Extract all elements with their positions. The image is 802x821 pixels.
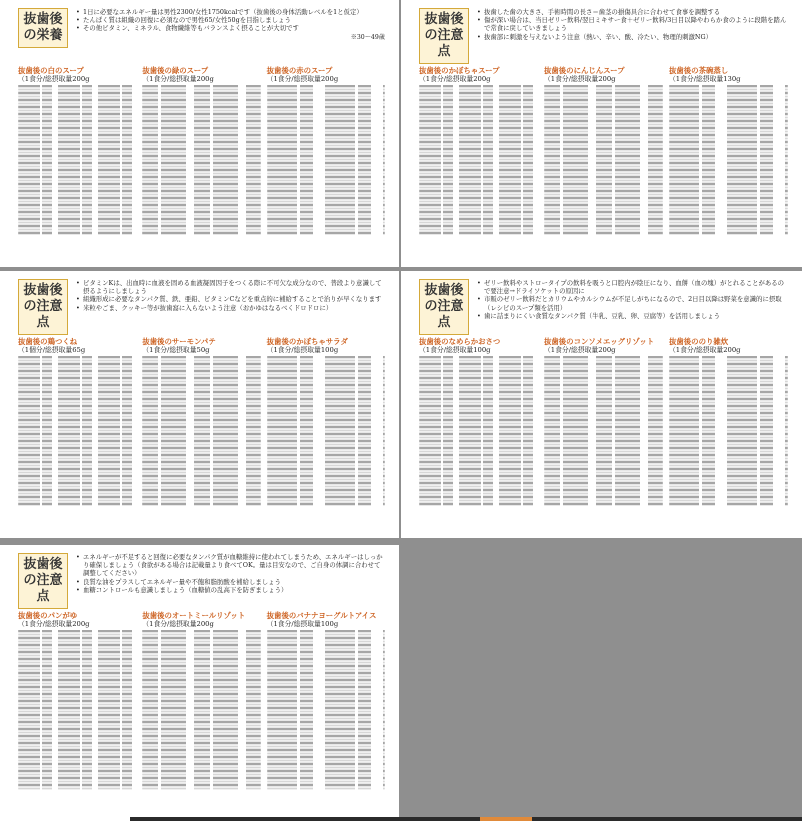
- bullet-item: • エネルギーが不足すると回復に必要なタンパク質が血糖維持に使われてしまうため、エネルギーはしっかり確保しましょう（食欲がある場合は記載量より食べてOK。量は目安なので、ご自身の体調に合わせて調整してください）: [76, 553, 385, 578]
- recipe-serving: （1食分/総摂取量100g: [266, 620, 339, 628]
- section-badge: 抜歯後の栄養: [18, 8, 68, 48]
- recipe-ingredients-blurred: [142, 85, 260, 235]
- bullet-item: • 1日に必要なエネルギー量は男性2300/女性1750kcalです（抜歯後の身体活動レベルを1と仮定）: [76, 8, 385, 16]
- recipe-title: 抜歯後のコンソメエッグリゾット: [544, 337, 655, 346]
- page-1: [0, 0, 399, 267]
- page-header: [419, 279, 788, 335]
- bullet-item: • 抜歯部に刺激を与えないよう注意（熱い、辛い、酸、冷たい、物理的刺激NG）: [477, 33, 788, 41]
- recipe-serving: （1食分/総摂取量100g: [419, 346, 491, 354]
- bottom-scroll-thumb[interactable]: [480, 817, 532, 821]
- recipe-ingredients-blurred: [142, 630, 260, 790]
- recipe-serving: （1食分/総摂取量200g: [419, 75, 491, 83]
- recipe-column: [544, 337, 663, 506]
- recipe-title: 抜歯後のバナナヨーグルトアイス: [266, 611, 377, 620]
- section-badge: 抜歯後の注意点: [18, 553, 68, 609]
- section-badge: 抜歯後の注意点: [419, 279, 469, 335]
- bottom-scroll-track[interactable]: [130, 817, 802, 821]
- recipe-ingredients-blurred: [267, 630, 385, 790]
- recipe-column: [18, 66, 136, 235]
- recipe-column: [267, 611, 385, 790]
- recipe-columns: [419, 66, 788, 235]
- recipe-column: [419, 66, 538, 235]
- recipe-columns: [419, 337, 788, 506]
- recipe-columns: [18, 66, 385, 235]
- recipe-title: 抜歯後のなめらかおさつ: [419, 337, 501, 346]
- page-header: [18, 553, 385, 609]
- recipe-column: [544, 66, 663, 235]
- recipe-serving: （1食分/総摂取量50g: [142, 346, 210, 354]
- age-note: ※30〜49歳: [350, 33, 385, 41]
- recipe-ingredients-blurred: [18, 356, 136, 506]
- recipe-column: [267, 66, 385, 235]
- section-badge: 抜歯後の注意点: [419, 8, 469, 64]
- bullet-item: • 血糖コントロールも意識しましょう（血糖値の乱高下を防ぎましょう）: [76, 586, 385, 594]
- page-header: [18, 8, 385, 64]
- recipe-ingredients-blurred: [18, 85, 136, 235]
- recipe-serving: （1食分/総摂取量200g: [266, 75, 339, 83]
- recipe-ingredients-blurred: [18, 630, 136, 790]
- bullet-item: • ビタミンKは、出血時に血液を固める血液凝固因子をつくる際に不可欠な成分なので、普段より意識して摂るようにしましょう: [76, 279, 385, 295]
- bullet-item: • 組織形成に必要なタンパク質、鉄、亜鉛、ビタミンCなどを重点的に補給することで治りが早くなります: [76, 295, 385, 303]
- recipe-title: 抜歯後の茶碗蒸し: [669, 66, 729, 75]
- recipe-serving: （1食分/総摂取量200g: [544, 346, 616, 354]
- recipe-ingredients-blurred: [142, 356, 260, 506]
- bullet-list: [76, 553, 385, 594]
- page-3: [0, 271, 399, 538]
- bullet-item: • 市販のゼリー飲料だとカリウムやカルシウムが不足しがちになるので、2日目以降は野菜を意識的に摂取（レシピのスープ類を活用）: [477, 295, 788, 311]
- bullet-item: • 米粒やごま、クッキー等が抜歯窩に入らないよう注意（おかゆはなるべくドロドロに）: [76, 304, 385, 312]
- recipe-column: [142, 337, 260, 506]
- bullet-item: • ゼリー飲料やストロータイプの飲料を吸うと口腔内が陰圧になり、血餅（血の塊）がとれることがあるので要注意→ドライソケットの原因に: [477, 279, 788, 295]
- recipe-serving: （1食分/総摂取量200g: [142, 620, 214, 628]
- recipe-columns: [18, 337, 385, 506]
- recipe-serving: （1食分/総摂取量200g: [18, 620, 90, 628]
- recipe-ingredients-blurred: [419, 356, 538, 506]
- recipe-title: 抜歯後のオートミールリゾット: [142, 611, 246, 620]
- recipe-ingredients-blurred: [544, 356, 663, 506]
- recipe-title: 抜歯後の鶏つくね: [18, 337, 78, 346]
- recipe-column: [669, 337, 788, 506]
- recipe-title: 抜歯後の赤のスープ: [266, 66, 333, 75]
- page-header: [419, 8, 788, 64]
- page-header: [18, 279, 385, 335]
- recipe-serving: （1食分/総摂取量200g: [18, 75, 90, 83]
- recipe-columns: [18, 611, 385, 790]
- recipe-title: 抜歯後の白のスープ: [18, 66, 84, 75]
- recipe-column: [419, 337, 538, 506]
- recipe-column: [18, 337, 136, 506]
- recipe-column: [142, 611, 260, 790]
- recipe-ingredients-blurred: [267, 85, 385, 235]
- bullet-list: [76, 8, 385, 33]
- bullet-list: [76, 279, 385, 312]
- recipe-serving: （1食分/総摂取量100g: [266, 346, 339, 354]
- section-badge: 抜歯後の注意点: [18, 279, 68, 335]
- recipe-serving: （1食分/総摂取量130g: [669, 75, 741, 83]
- recipe-column: [669, 66, 788, 235]
- bullet-list: [477, 8, 788, 41]
- bullet-item: • 抜歯した歯の大きさ、手術時間の長さ＝歯茎の損傷具合に合わせて食事を調整する: [477, 8, 788, 16]
- page-4: [401, 271, 802, 538]
- recipe-title: 抜歯後のかぼちゃスープ: [419, 66, 500, 75]
- recipe-title: 抜歯後のサーモンパテ: [142, 337, 216, 346]
- recipe-column: [267, 337, 385, 506]
- recipe-ingredients-blurred: [419, 85, 538, 235]
- page-2: [401, 0, 802, 267]
- recipe-column: [18, 611, 136, 790]
- bullet-item: • その他ビタミン、ミネラル、食物繊維等もバランスよく摂ることが大切です: [76, 24, 385, 32]
- recipe-title: 抜歯後のかぼちゃサラダ: [266, 337, 348, 346]
- bullet-item: • 歯に詰まりにくい食質なタンパク質（牛乳、豆乳、卵、豆腐等）を活用しましょう: [477, 312, 788, 320]
- bullet-item: • 良質な油をプラスしてエネルギー量や不飽和脂肪酸を補給しましょう: [76, 578, 385, 586]
- recipe-serving: （1個分/総摂取量65g: [18, 346, 86, 354]
- bullet-list: [477, 279, 788, 320]
- bullet-item: • 傷が深い場合は、当日ゼリー飲料/翌日ミキサー食＋ゼリー飲料/3日目以降やわらか食のように段階を踏んで常食に戻していきましょう: [477, 16, 788, 32]
- recipe-title: 抜歯後ののり雑炊: [669, 337, 729, 346]
- recipe-ingredients-blurred: [669, 356, 788, 506]
- recipe-title: 抜歯後の緑のスープ: [142, 66, 209, 75]
- recipe-ingredients-blurred: [544, 85, 663, 235]
- recipe-column: [142, 66, 260, 235]
- recipe-serving: （1食分/総摂取量200g: [544, 75, 616, 83]
- page-5: [0, 545, 399, 821]
- recipe-serving: （1食分/総摂取量200g: [142, 75, 214, 83]
- recipe-ingredients-blurred: [267, 356, 385, 506]
- recipe-ingredients-blurred: [669, 85, 788, 235]
- recipe-title: 抜歯後のパンがゆ: [18, 611, 78, 620]
- bullet-item: • たんぱく質は組織の回復に必須なので男性65/女性50gを目指しましょう: [76, 16, 385, 24]
- recipe-title: 抜歯後のにんじんスープ: [544, 66, 625, 75]
- recipe-serving: （1食分/総摂取量200g: [669, 346, 741, 354]
